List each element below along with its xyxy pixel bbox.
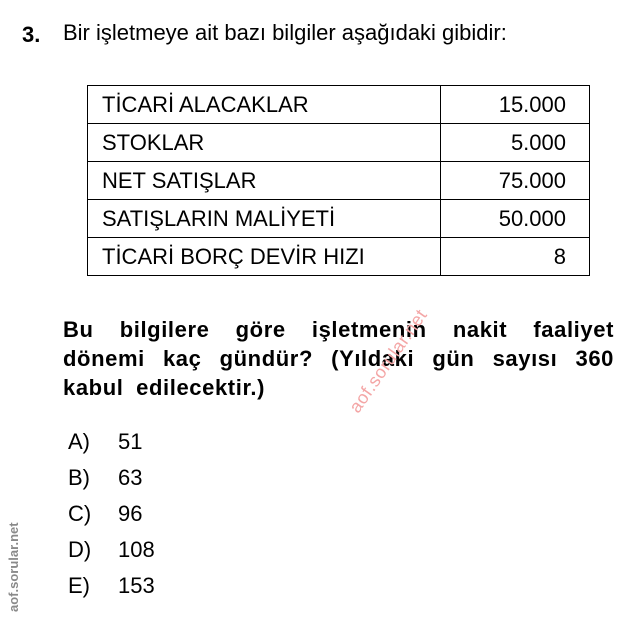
option-letter: E) (68, 573, 90, 598)
table-row (88, 86, 590, 124)
question-prompt: Bu bilgilere göre işletmenin nakit faaliyet dönemi kaç gündür? (Yıldaki gün sayısı 360 kabul edilecektir.) (63, 317, 614, 400)
row-value: 75.000 (441, 162, 590, 200)
question-stem: Bir işletmeye ait bazı bilgiler aşağıdaki gibidir: (63, 20, 507, 45)
table-row (88, 238, 590, 276)
row-value: 50.000 (441, 200, 590, 238)
option-value: 51 (118, 429, 143, 454)
info-table (87, 85, 590, 276)
watermark-diagonal: aof.sorular.net (345, 305, 432, 417)
option-letter: D) (68, 537, 92, 562)
option-value: 63 (118, 465, 143, 490)
row-label: SATIŞLARIN MALİYETİ (88, 200, 441, 238)
row-label: NET SATIŞLAR (88, 162, 441, 200)
option-value: 108 (118, 537, 155, 562)
option-d[interactable] (68, 532, 155, 568)
question-number: 3. (22, 22, 41, 47)
option-letter: C) (68, 501, 92, 526)
row-label: TİCARİ ALACAKLAR (88, 86, 441, 124)
option-e[interactable] (68, 568, 155, 604)
option-value: 96 (118, 501, 143, 526)
row-value: 8 (441, 238, 590, 276)
row-label: TİCARİ BORÇ DEVİR HIZI (88, 238, 441, 276)
option-letter: B) (68, 465, 90, 490)
watermark-side: aof.sorular.net (6, 522, 21, 612)
option-value: 153 (118, 573, 155, 598)
row-value: 5.000 (441, 124, 590, 162)
table-row (88, 162, 590, 200)
answer-options (68, 424, 155, 604)
option-b[interactable] (68, 460, 155, 496)
option-a[interactable] (68, 424, 155, 460)
row-label: STOKLAR (88, 124, 441, 162)
table-row (88, 124, 590, 162)
table-row (88, 200, 590, 238)
option-letter: A) (68, 429, 90, 454)
option-c[interactable] (68, 496, 155, 532)
row-value: 15.000 (441, 86, 590, 124)
